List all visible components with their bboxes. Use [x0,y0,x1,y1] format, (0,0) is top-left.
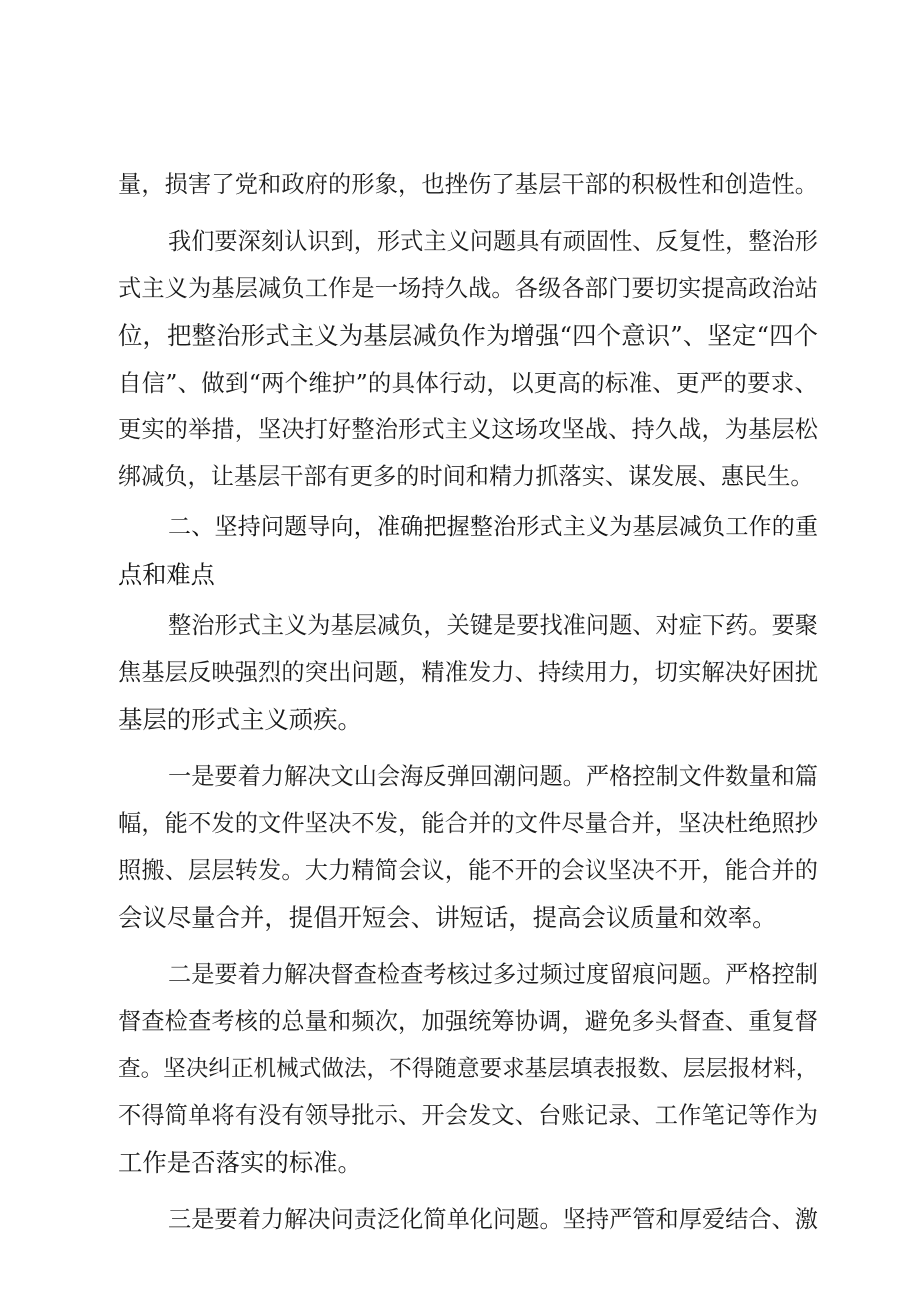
text-line: 会议尽量合并，提倡开短会、讲短话，提高会议质量和效率。 [118,903,777,932]
text-line: 量，损害了党和政府的形象，也挫伤了基层干部的积极性和创造性。 [118,171,818,198]
heading-line: 二、坚持问题导向，准确把握整治形式主义为基层减负工作的重 [168,514,818,540]
text-line: 整治形式主义为基层减负，关键是要找准问题、对症下药。要聚 [168,612,818,639]
text-line: 照搬、层层转发。大力精简会议，能不开的会议坚决不开，能合并的 [118,857,818,884]
text-line: 焦基层反映强烈的突出问题，精准发力、持续用力，切实解决好困扰 [118,659,818,686]
text-line: 一是要着力解决文山会海反弹回潮问题。严格控制文件数量和篇 [168,763,818,790]
text-line: 查。坚决纠正机械式做法，不得随意要求基层填表报数、层层报材料， [118,1056,819,1082]
text-line: 基层的形式主义顽疾。 [118,705,362,734]
text-line: 二是要着力解决督查检查考核过多过频过度留痕问题。严格控制 [168,961,818,988]
text-line: 幅，能不发的文件坚决不发，能合并的文件尽量合并，坚决杜绝照抄 [118,810,818,837]
text-line: 式主义为基层减负工作是一场持久战。各级各部门要切实提高政治站 [118,275,818,302]
text-line: 绑减负，让基层干部有更多的时间和精力抓落实、谋发展、惠民生。 [118,463,814,490]
text-line: 工作是否落实的标准。 [118,1148,362,1177]
text-line: 位，把整治形式主义为基层减负作为增强“四个意识”、坚定“四个 [118,321,818,350]
text-line: 不得简单将有没有领导批示、开会发文、台账记录、工作笔记等作为 [118,1102,818,1129]
text-line: 自信”、做到“两个维护”的具体行动，以更高的标准、更严的要求、 [118,369,818,397]
text-line: 我们要深刻认识到，形式主义问题具有顽固性、反复性，整治形 [168,228,818,255]
text-line: 三是要着力解决问责泛化简单化问题。坚持严管和厚爱结合、激 [168,1206,818,1233]
heading-line: 点和难点 [118,561,215,589]
text-line: 更实的举措，坚决打好整治形式主义这场攻坚战、持久战，为基层松 [118,416,818,443]
text-line: 督查检查考核的总量和频次，加强统筹协调，避免多头督查、重复督 [118,1008,818,1035]
